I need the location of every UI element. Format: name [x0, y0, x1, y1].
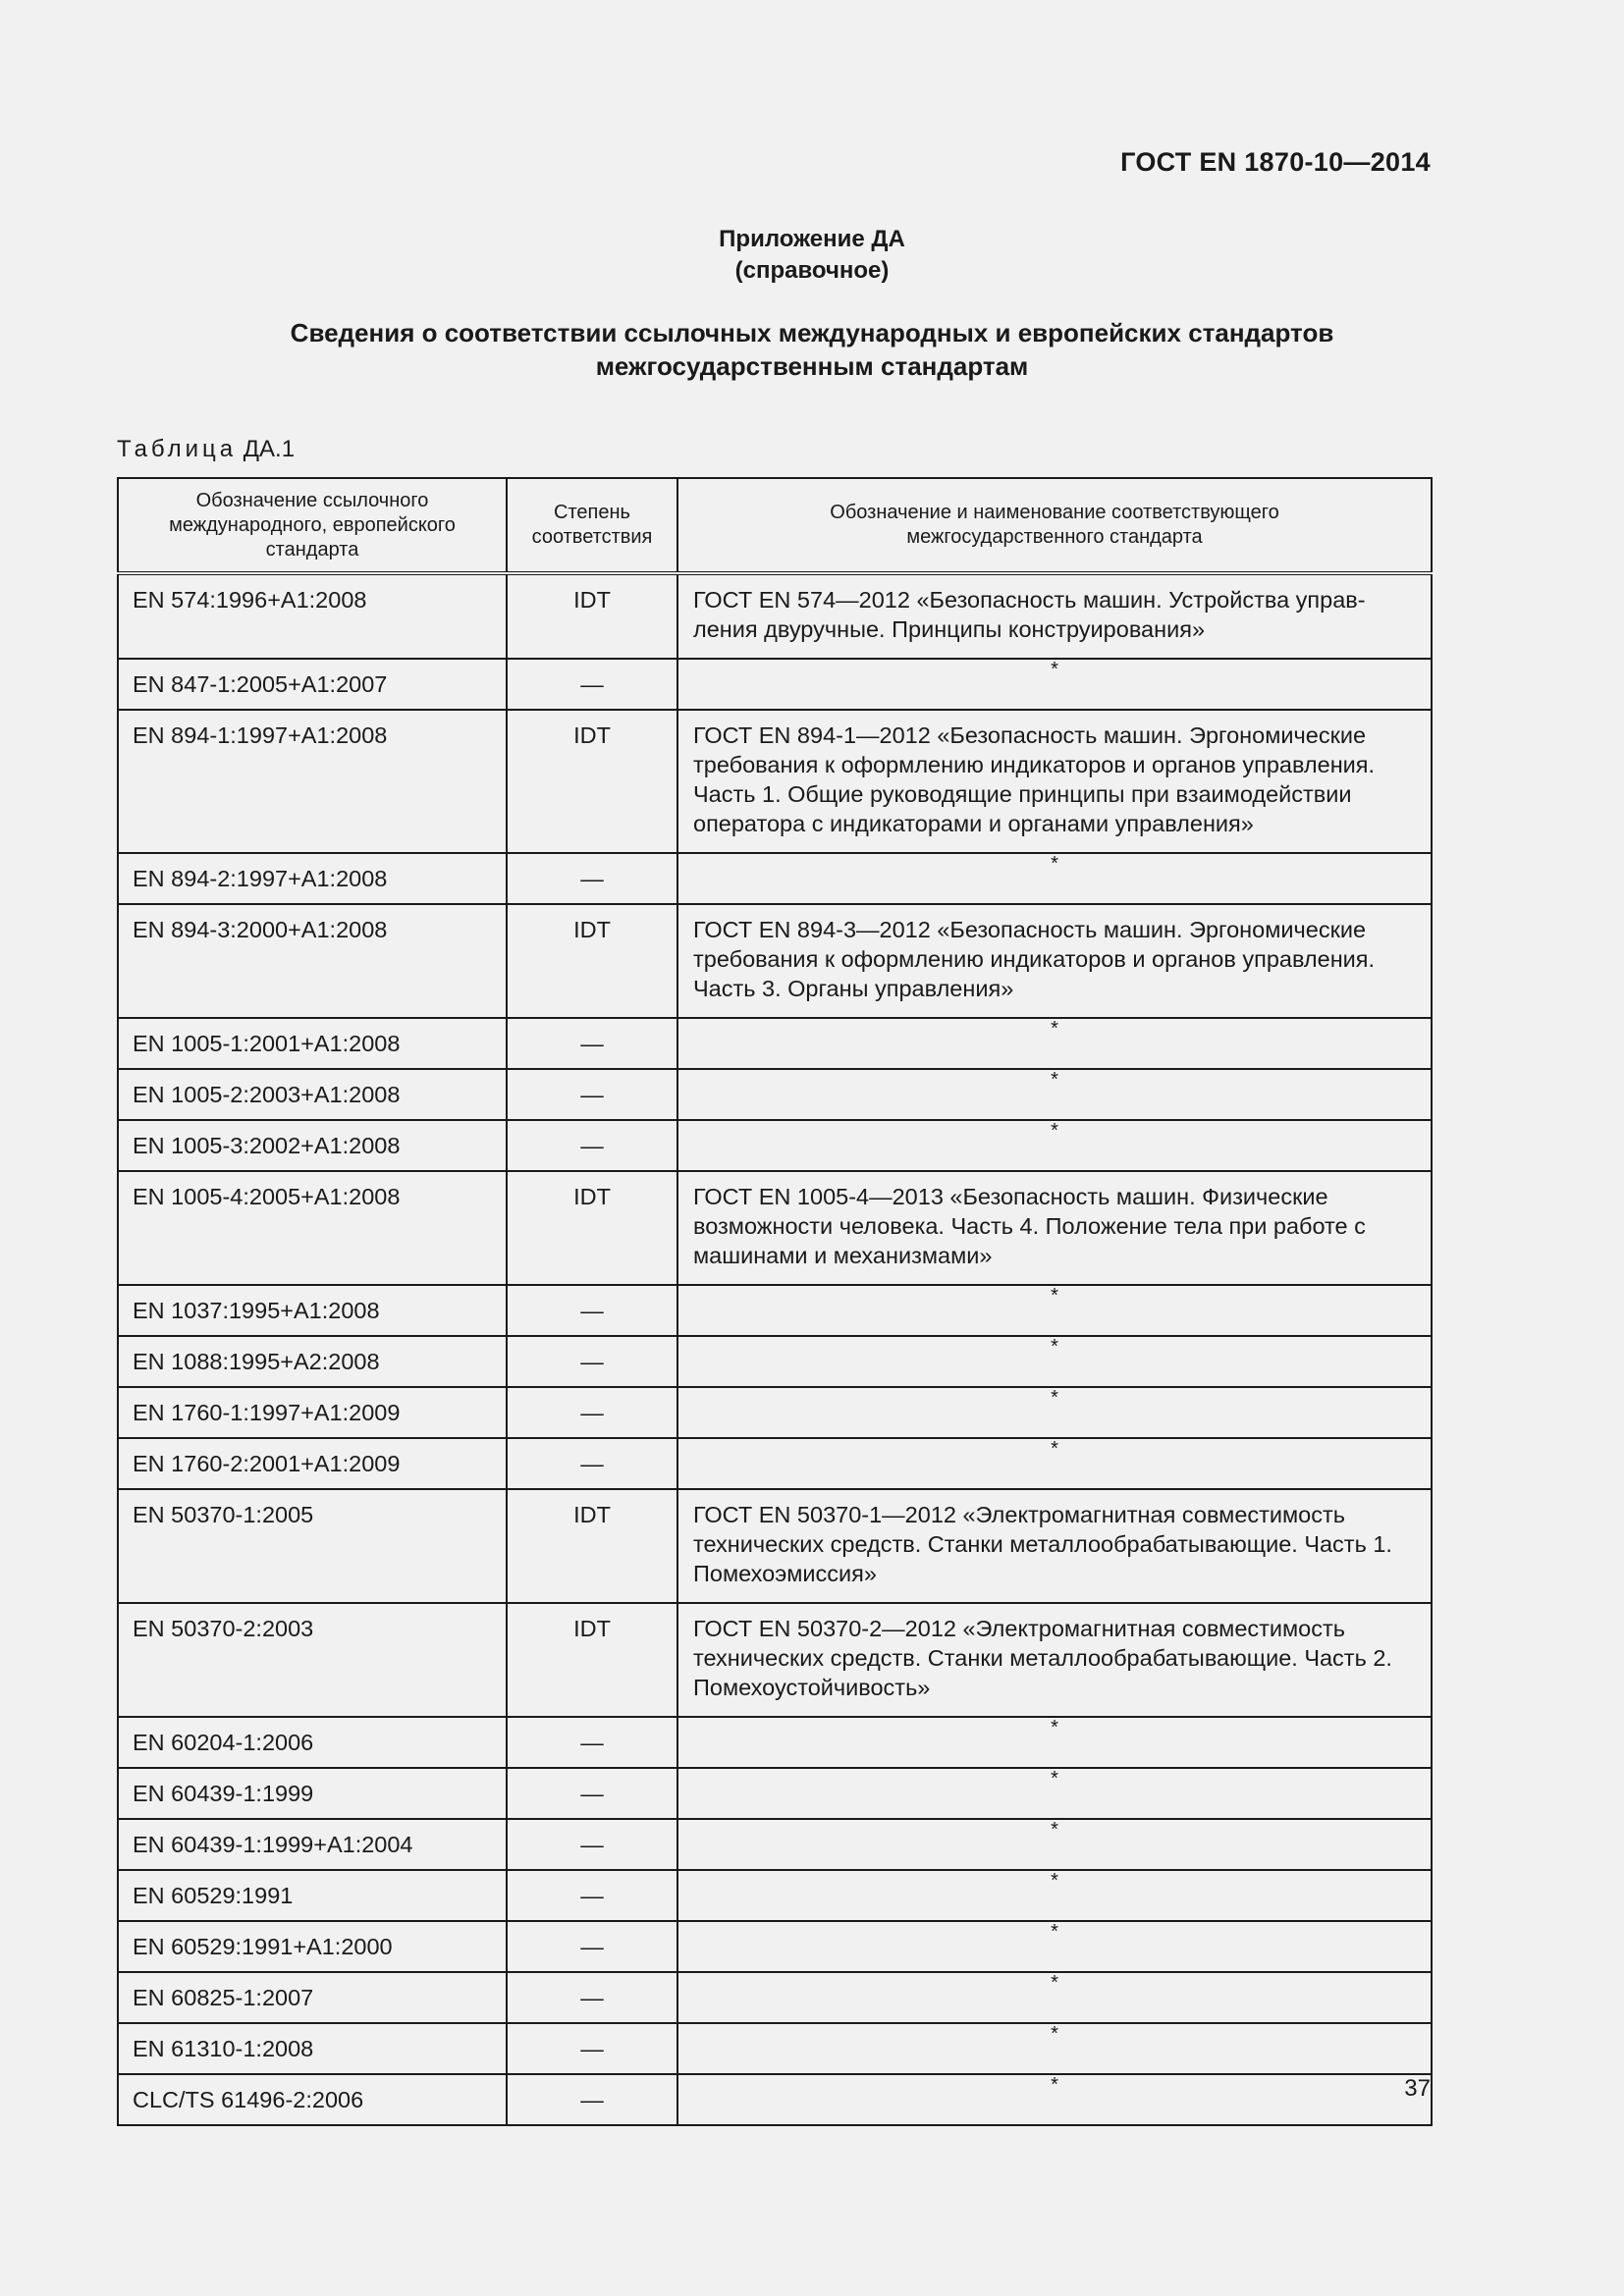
cell-reference-standard: EN 1037:1995+A1:2008	[118, 1285, 507, 1336]
cell-reference-standard: EN 60529:1991+A1:2000	[118, 1921, 507, 1972]
table-row	[118, 1438, 1432, 1489]
cell-degree: —	[507, 1921, 677, 1972]
cell-reference-standard: EN 1760-1:1997+A1:2009	[118, 1387, 507, 1438]
cell-degree: —	[507, 1819, 677, 1870]
cell-degree: —	[507, 1069, 677, 1120]
document-code: ГОСТ EN 1870-10—2014	[1120, 147, 1431, 177]
cell-degree: IDT	[507, 904, 677, 1018]
cell-reference-standard: EN 1005-3:2002+A1:2008	[118, 1120, 507, 1171]
cell-degree: IDT	[507, 710, 677, 853]
section-heading-line-1: Сведения о соответствии ссылочных международных и европейских стандартов	[290, 318, 1334, 347]
cell-degree: IDT	[507, 1603, 677, 1717]
cell-no-equivalent-mark: *	[677, 1921, 1432, 1972]
cell-no-equivalent-mark: *	[677, 2023, 1432, 2074]
cell-degree: —	[507, 1018, 677, 1069]
cell-no-equivalent-mark: *	[677, 1069, 1432, 1120]
section-heading-line-2: межгосударственным стандартам	[595, 351, 1029, 381]
table-row	[118, 1171, 1432, 1285]
cell-interstate-standard: ГОСТ EN 1005-4—2013 «Безопасность машин. Физические возможности человека. Часть 4. Положение тела при работе с машинами и механизмами»	[677, 1171, 1432, 1285]
cell-degree: —	[507, 1387, 677, 1438]
cell-no-equivalent-mark: *	[677, 1387, 1432, 1438]
table-row	[118, 1972, 1432, 2023]
cell-degree: —	[507, 853, 677, 904]
cell-degree: —	[507, 1870, 677, 1921]
cell-reference-standard: EN 60204-1:2006	[118, 1717, 507, 1768]
cell-degree: —	[507, 1972, 677, 2023]
table-row	[118, 710, 1432, 853]
table-row	[118, 2074, 1432, 2125]
cell-reference-standard: EN 50370-1:2005	[118, 1489, 507, 1603]
correspondence-table	[117, 477, 1433, 2126]
cell-degree: —	[507, 2074, 677, 2125]
cell-no-equivalent-mark: *	[677, 1285, 1432, 1336]
cell-degree: —	[507, 1285, 677, 1336]
table-row	[118, 1921, 1432, 1972]
section-heading	[0, 316, 1624, 383]
annex-subtitle: (справочное)	[734, 257, 890, 284]
cell-no-equivalent-mark: *	[677, 1018, 1432, 1069]
table-row	[118, 1603, 1432, 1717]
cell-degree: IDT	[507, 1171, 677, 1285]
cell-degree: —	[507, 1717, 677, 1768]
table-header-row	[118, 478, 1432, 573]
table-row	[118, 1489, 1432, 1603]
cell-reference-standard: EN 894-1:1997+A1:2008	[118, 710, 507, 853]
cell-degree: IDT	[507, 573, 677, 659]
header-degree: Степень соответствия	[507, 478, 677, 573]
cell-no-equivalent-mark: *	[677, 659, 1432, 710]
table-row	[118, 1018, 1432, 1069]
cell-degree: —	[507, 1336, 677, 1387]
cell-reference-standard: EN 1005-2:2003+A1:2008	[118, 1069, 507, 1120]
cell-reference-standard: EN 894-3:2000+A1:2008	[118, 904, 507, 1018]
table-row	[118, 1120, 1432, 1171]
cell-reference-standard: EN 60825-1:2007	[118, 1972, 507, 2023]
cell-no-equivalent-mark: *	[677, 1336, 1432, 1387]
table-row	[118, 1069, 1432, 1120]
cell-degree: —	[507, 1768, 677, 1819]
cell-reference-standard: EN 61310-1:2008	[118, 2023, 507, 2074]
table-caption-word: Таблица	[117, 436, 238, 462]
cell-no-equivalent-mark: *	[677, 1717, 1432, 1768]
cell-reference-standard: EN 894-2:1997+A1:2008	[118, 853, 507, 904]
table-row	[118, 659, 1432, 710]
table-row	[118, 1717, 1432, 1768]
cell-interstate-standard: ГОСТ EN 574—2012 «Безопасность машин. Устройства управ-ления двуручные. Принципы конструирования»	[677, 573, 1432, 659]
cell-degree: —	[507, 659, 677, 710]
cell-reference-standard: EN 1005-1:2001+A1:2008	[118, 1018, 507, 1069]
table-row	[118, 1768, 1432, 1819]
cell-reference-standard: EN 1088:1995+A2:2008	[118, 1336, 507, 1387]
annex-title-block	[0, 224, 1624, 287]
table-row	[118, 1285, 1432, 1336]
cell-reference-standard: EN 1005-4:2005+A1:2008	[118, 1171, 507, 1285]
table-body	[118, 573, 1432, 2125]
cell-degree: IDT	[507, 1489, 677, 1603]
cell-degree: —	[507, 1120, 677, 1171]
table-row	[118, 904, 1432, 1018]
cell-interstate-standard: ГОСТ EN 894-3—2012 «Безопасность машин. Эргономические требования к оформлению индикаторов и органов управления. Часть 3. Органы управления»	[677, 904, 1432, 1018]
table-row	[118, 2023, 1432, 2074]
cell-reference-standard: EN 574:1996+A1:2008	[118, 573, 507, 659]
cell-no-equivalent-mark: *	[677, 2074, 1432, 2125]
cell-no-equivalent-mark: *	[677, 1768, 1432, 1819]
cell-reference-standard: EN 50370-2:2003	[118, 1603, 507, 1717]
table-row	[118, 1870, 1432, 1921]
header-interstate-standard: Обозначение и наименование соответствующего межгосударственного стандарта	[677, 478, 1432, 573]
table-caption	[117, 436, 295, 463]
cell-reference-standard: EN 60529:1991	[118, 1870, 507, 1921]
table-row	[118, 1819, 1432, 1870]
cell-reference-standard: EN 847-1:2005+A1:2007	[118, 659, 507, 710]
table-caption-id: ДА.1	[243, 436, 296, 462]
cell-reference-standard: EN 1760-2:2001+A1:2009	[118, 1438, 507, 1489]
cell-reference-standard: EN 60439-1:1999+A1:2004	[118, 1819, 507, 1870]
header-reference-standard: Обозначение ссылочного международного, европейского стандарта	[118, 478, 507, 573]
cell-no-equivalent-mark: *	[677, 1819, 1432, 1870]
table-row	[118, 853, 1432, 904]
cell-degree: —	[507, 1438, 677, 1489]
table-row	[118, 1387, 1432, 1438]
cell-reference-standard: EN 60439-1:1999	[118, 1768, 507, 1819]
cell-no-equivalent-mark: *	[677, 1438, 1432, 1489]
cell-degree: —	[507, 2023, 677, 2074]
cell-interstate-standard: ГОСТ EN 894-1—2012 «Безопасность машин. Эргономические требования к оформлению индикаторов и органов управления. Часть 1. Общие руководящие принципы при взаимодействии оператора с индикаторами и органами управления»	[677, 710, 1432, 853]
cell-no-equivalent-mark: *	[677, 1972, 1432, 2023]
table-row	[118, 1336, 1432, 1387]
page-number: 37	[1404, 2075, 1431, 2102]
cell-reference-standard: CLC/TS 61496-2:2006	[118, 2074, 507, 2125]
cell-interstate-standard: ГОСТ EN 50370-2—2012 «Электромагнитная совместимость технических средств. Станки металлообрабатывающие. Часть 2. Помехоустойчивость»	[677, 1603, 1432, 1717]
table-row	[118, 573, 1432, 659]
cell-no-equivalent-mark: *	[677, 853, 1432, 904]
cell-no-equivalent-mark: *	[677, 1120, 1432, 1171]
cell-no-equivalent-mark: *	[677, 1870, 1432, 1921]
annex-title: Приложение ДА	[719, 226, 905, 252]
cell-interstate-standard: ГОСТ EN 50370-1—2012 «Электромагнитная совместимость технических средств. Станки металлообрабатывающие. Часть 1. Помехоэмиссия»	[677, 1489, 1432, 1603]
